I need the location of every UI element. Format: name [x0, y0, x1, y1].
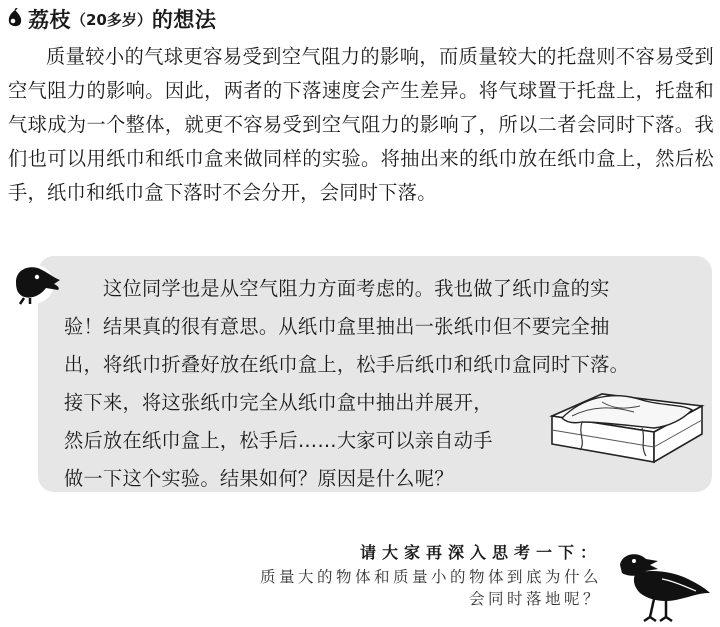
crow-head-icon [6, 258, 66, 306]
speech-box [38, 256, 712, 492]
section-title [6, 4, 216, 34]
footer-prompt [260, 540, 602, 610]
speech-line: 做一下这个实验。结果如何？原因是什么呢？ [64, 467, 454, 490]
crow-icon [606, 545, 710, 623]
body-paragraph: 质量较小的气球更容易受到空气阻力的影响，而质量较大的托盘则不容易受到空气阻力的影响。因此，两者的下落速度会产生差异。将气球置于托盘上，托盘和气球成为一个整体，就更不容易受到空气阻力的影响了，所以二者会同时下落。我们也可以用纸巾和纸巾盒来做同样的实验。将抽出来的纸巾放在纸巾盒上，然后松手，纸巾和纸巾盒下落时不会分开，会同时下落。 [8, 45, 714, 204]
footer-question-line: 会同时落地呢？ [468, 590, 602, 608]
tissue-box-illustration [542, 376, 708, 468]
title-suffix: 的想法 [151, 8, 217, 32]
lychee-icon [6, 8, 24, 30]
footer-question-line: 质量大的物体和质量小的物体到底为什么 [259, 568, 602, 586]
title-name: 荔枝 [28, 8, 71, 32]
speech-line: 出，将纸巾折叠好放在纸巾盒上，松手后纸巾和纸巾盒同时下落。 [64, 353, 630, 376]
speech-line: 验！结果真的很有意思。从纸巾盒里抽出一张纸巾但不要完全抽 [64, 315, 610, 338]
speech-line: 这位同学也是从空气阻力方面考虑的。我也做了纸巾盒的实 [64, 277, 610, 300]
footer-heading: 请大家再深入思考一下： [359, 543, 602, 562]
speech-line: 然后放在纸巾盒上，松手后……大家可以亲自动手 [64, 429, 493, 452]
title-age: （20多岁） [71, 10, 152, 29]
speech-line: 接下来，将这张纸巾完全从纸巾盒中抽出并展开， [64, 391, 493, 414]
